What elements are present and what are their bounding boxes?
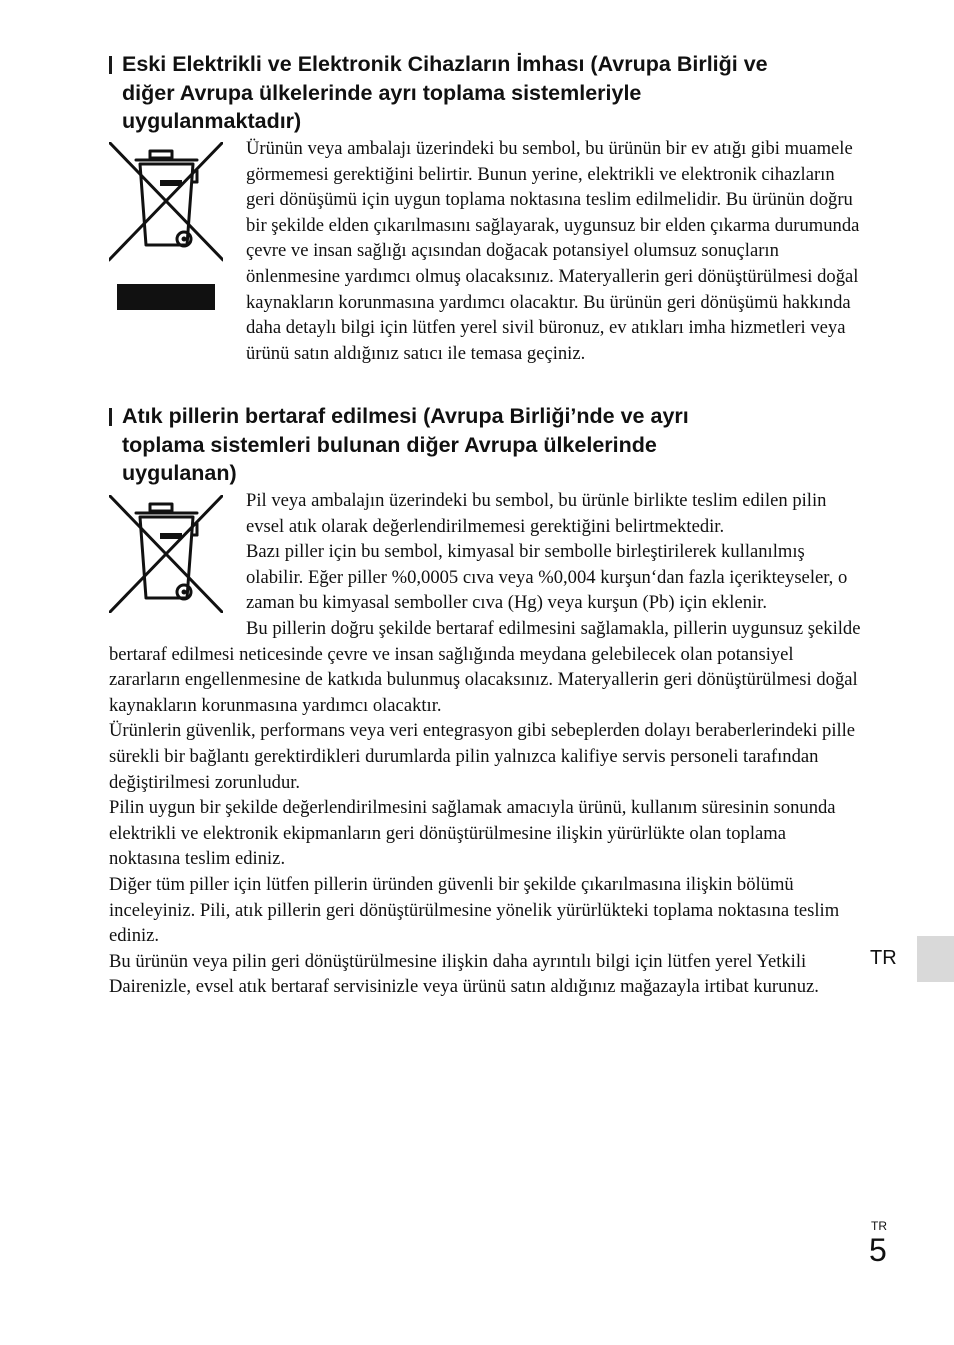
heading-line-2: toplama sistemleri bulunan diğer Avrupa ülkelerinde	[122, 432, 657, 457]
body-text: Ürünün veya ambalajı üzerindeki bu sembol, bu ürünün bir ev atığı gibi muamele görmemesi gerektiğini belirtir. Bunun yerine, elektrikli ve elektronik cihazların geri dönüşümü için uygun toplama noktasına teslim edilmelidir. Bu ürünün doğru bir şekilde elden çıkarılmasını sağlayarak, uygunsuz bir elden çıkarma durumunda çevre ve insan sağlığı açısından doğacak potansiyel olumsuz sonuçların önlenmesine yardımcı olmuş olacaksınız. Materyallerin geri dönüştürülmesi doğal kaynakların korunmasına yardımcı olacaktır. Bu ürünün geri dönüşümü hakkında daha detaylı bilgi için lütfen yerel sivil büronuz, ev atıkları imha hizmetleri veya ürünü satın aldığınız satıcı ile temasa geçiniz.	[246, 138, 860, 364]
section-body-batteries	[109, 488, 861, 1000]
section-heading-batteries	[109, 402, 869, 488]
section-body-weee	[109, 136, 861, 366]
page-number: 5	[869, 1232, 887, 1268]
heading-line-2: diğer Avrupa ülkelerinde ayrı toplama sistemleriyle	[122, 80, 642, 105]
heading-marker	[109, 408, 112, 426]
language-side-tab	[917, 936, 954, 982]
language-tab-label: TR	[870, 947, 897, 969]
body-paragraph-7: Bu ürünün veya pilin geri dönüştürülmesine ilişkin daha ayrıntılı bilgi için lütfen yerel Yetkili Dairenizle, evsel atık bertaraf servisinizle veya ürünü satın aldığınız mağazayla irtibat kurunuz.	[109, 950, 819, 998]
body-paragraph-6: Diğer tüm piller için lütfen pillerin üründen güvenli bir şekilde çıkarılmasına ilişkin bölümü inceleyiniz. Pili, atık pillerin geri dönüştürülmesine yönelik yürürlükteki toplama noktasına teslim ediniz.	[109, 873, 840, 947]
body-paragraph-4: Ürünlerin güvenlik, performans veya veri entegrasyon gibi sebeplerden dolayı beraberlerindeki pille sürekli bir bağlantı gerektirdikleri durumlarda pilin yalnızca kalifiye servis personeli tarafından değiştirilmesi zorunludur.	[109, 720, 856, 793]
section-heading-weee	[109, 50, 869, 136]
heading-line-3: uygulanmaktadır)	[122, 109, 302, 133]
footer-language: TR	[871, 1219, 887, 1233]
heading-line-3: uygulanan)	[122, 461, 237, 485]
heading-marker	[109, 56, 112, 74]
heading-line-1: Eski Elektrikli ve Elektronik Cihazların İmhası (Avrupa Birliği ve	[122, 52, 768, 76]
heading-line-1: Atık pillerin bertaraf edilmesi (Avrupa Birliği’nde ve ayrı	[122, 404, 689, 428]
body-paragraph-3: Bu pillerin doğru şekilde bertaraf edilmesini sağlamakla, pillerin uygunsuz şekilde bertaraf edilmesi neticesinde çevre ve insan sağlığında meydana gelebilecek olan potansiyel zararların engellenmesine de katkıda bulunmuş olacaksınız. Materyallerin geri dönüştürülmesi doğal kaynakların korunmasına yardımcı olacaktır.	[109, 617, 861, 716]
body-paragraph-2: Bazı piller için bu sembol, kimyasal bir sembolle birleştirilerek kullanılmış olabilir. Eğer piller %0,0005 cıva veya %0,004 kurşun‘dan fazla içerikteyseler, o zaman bu kimyasal semboller cıva (Hg) veya kurşun (Pb) için eklenir.	[246, 541, 848, 614]
body-paragraph-5: Pilin uygun bir şekilde değerlendirilmesini sağlamak amacıyla ürünü, kullanım süresinin sonunda elektrikli ve elektronik ekipmanların geri dönüştürülmesine ilişkin yürürlükte olan toplama noktasına teslim ediniz.	[109, 797, 836, 870]
body-paragraph-1: Pil veya ambalajın üzerindeki bu sembol, bu ürünle birlikte teslim edilen pilin evsel atık olarak değerlendirilmemesi gerektiğini belirtmektedir.	[246, 490, 827, 537]
